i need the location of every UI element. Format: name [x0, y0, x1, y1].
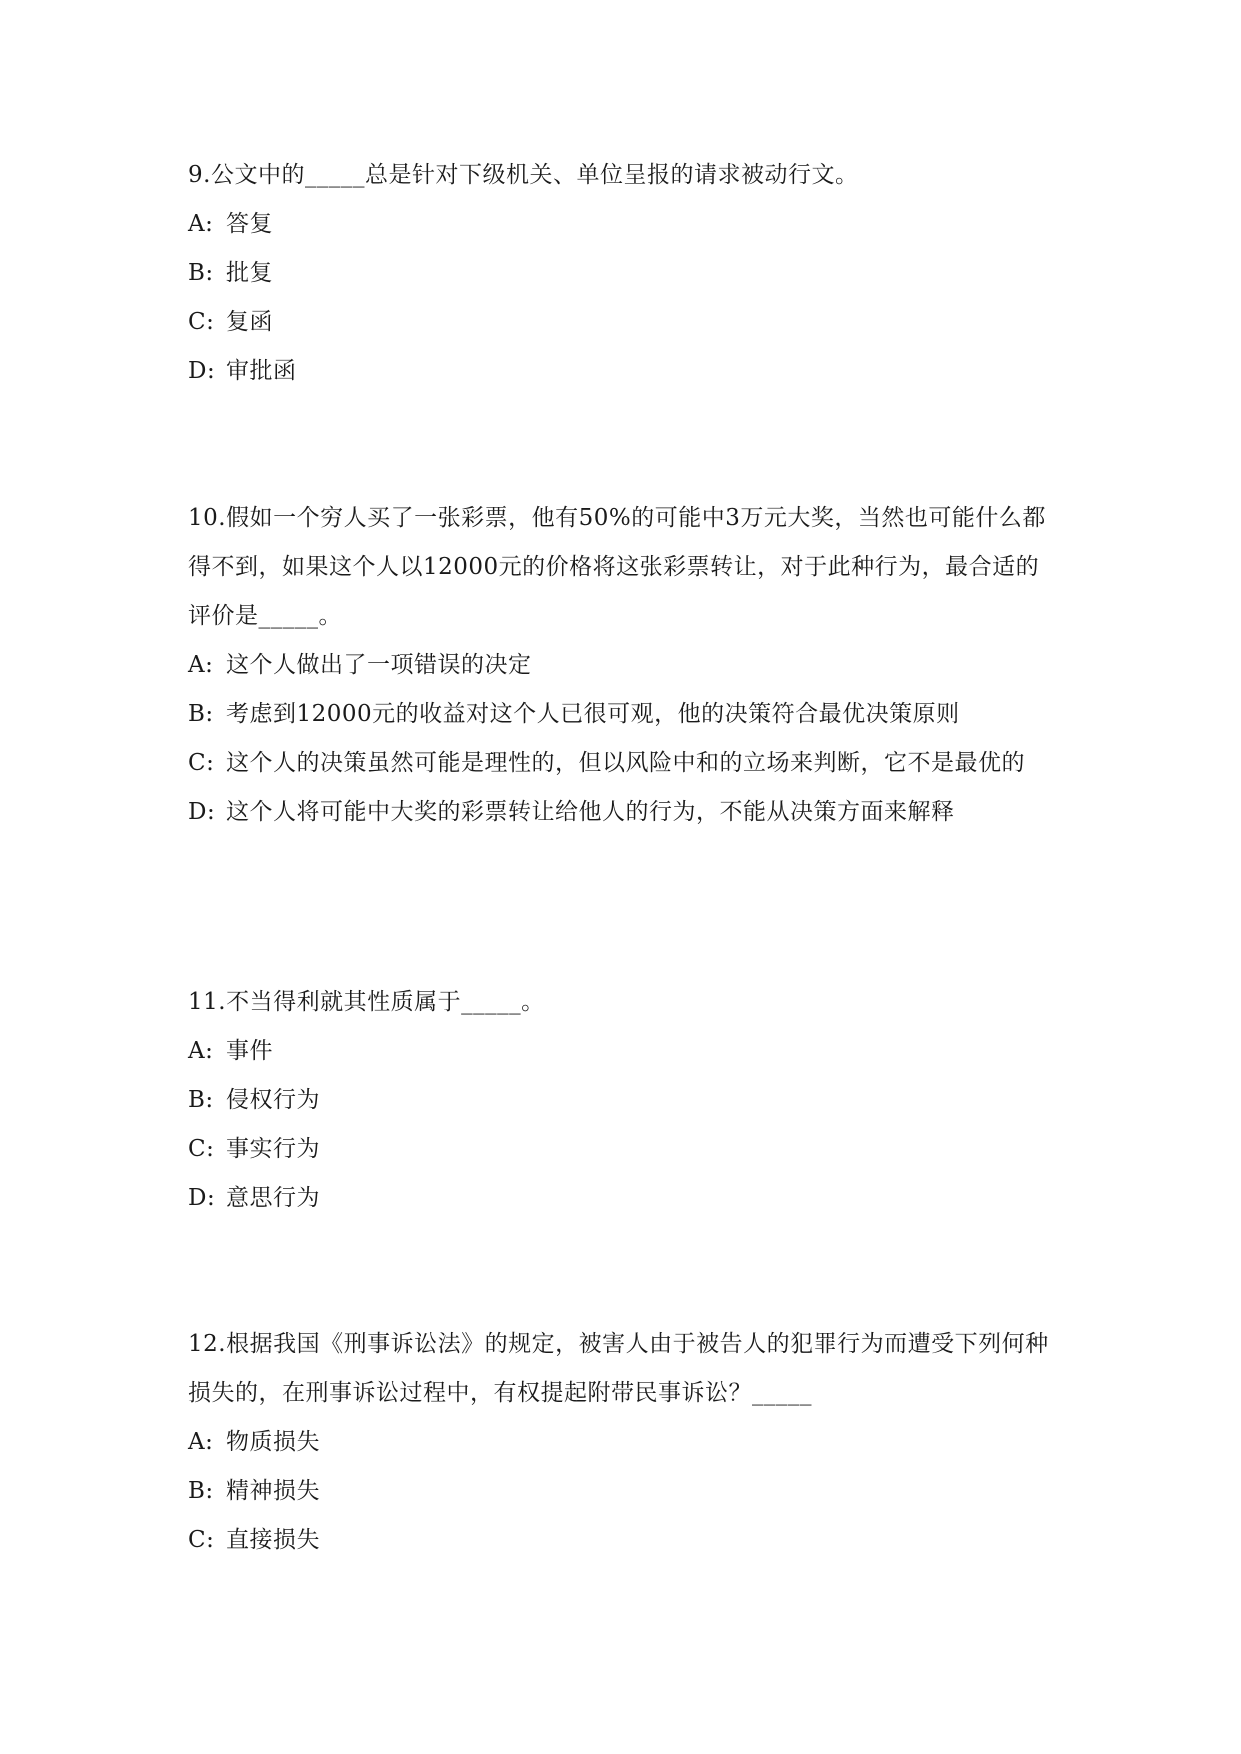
- option-letter: B:: [188, 701, 214, 727]
- option-text: 这个人的决策虽然可能是理性的，但以风险中和的立场来判断，它不是最优的: [226, 750, 1025, 776]
- option-text: 批复: [226, 260, 273, 286]
- option-text: 这个人做出了一项错误的决定: [226, 652, 532, 678]
- option-d: [188, 347, 1058, 396]
- option-text: 答复: [226, 211, 273, 237]
- option-letter: A:: [188, 1038, 214, 1064]
- question-10: [188, 494, 1058, 837]
- option-letter: B:: [188, 1478, 214, 1504]
- question-stem: 12.根据我国《刑事诉讼法》的规定，被害人由于被告人的犯罪行为而遭受下列何种损失的，在刑事诉讼过程中，有权提起附带民事诉讼？_____: [188, 1331, 1049, 1406]
- option-letter: C:: [188, 1527, 215, 1553]
- option-c: [188, 1516, 1058, 1565]
- option-a: [188, 200, 1058, 249]
- option-text: 直接损失: [226, 1527, 320, 1553]
- option-text: 这个人将可能中大奖的彩票转让给他人的行为，不能从决策方面来解释: [226, 799, 955, 825]
- option-letter: C:: [188, 1136, 215, 1162]
- option-text: 物质损失: [226, 1429, 320, 1455]
- option-d: [188, 1174, 1058, 1223]
- question-12: [188, 1320, 1058, 1565]
- option-c: [188, 298, 1058, 347]
- option-letter: B:: [188, 1087, 214, 1113]
- option-letter: C:: [188, 750, 215, 776]
- question-11: [188, 978, 1058, 1223]
- option-letter: A:: [188, 211, 214, 237]
- option-text: 事实行为: [226, 1136, 320, 1162]
- option-b: [188, 1076, 1058, 1125]
- option-d: [188, 788, 1058, 837]
- option-text: 精神损失: [226, 1478, 320, 1504]
- option-text: 审批函: [226, 358, 297, 384]
- option-letter: A:: [188, 1429, 214, 1455]
- option-letter: D:: [188, 358, 216, 384]
- option-b: [188, 1467, 1058, 1516]
- option-letter: D:: [188, 799, 216, 825]
- option-a: [188, 1027, 1058, 1076]
- option-text: 复函: [226, 309, 273, 335]
- option-letter: C:: [188, 309, 215, 335]
- option-b: [188, 690, 1058, 739]
- question-9: [188, 151, 1058, 396]
- option-text: 意思行为: [226, 1185, 320, 1211]
- option-c: [188, 739, 1058, 788]
- option-letter: D:: [188, 1185, 216, 1211]
- option-c: [188, 1125, 1058, 1174]
- option-text: 事件: [226, 1038, 273, 1064]
- question-stem: 9.公文中的_____总是针对下级机关、单位呈报的请求被动行文。: [188, 162, 859, 188]
- option-text: 侵权行为: [226, 1087, 320, 1113]
- question-stem: 10.假如一个穷人买了一张彩票，他有50%的可能中3万元大奖，当然也可能什么都得不到，如果这个人以12000元的价格将这张彩票转让，对于此种行为，最合适的评价是_____。: [188, 505, 1046, 629]
- option-text: 考虑到12000元的收益对这个人已很可观，他的决策符合最优决策原则: [226, 701, 960, 727]
- option-a: [188, 641, 1058, 690]
- question-stem: 11.不当得利就其性质属于_____。: [188, 989, 545, 1015]
- option-a: [188, 1418, 1058, 1467]
- option-letter: A:: [188, 652, 214, 678]
- option-b: [188, 249, 1058, 298]
- option-letter: B:: [188, 260, 214, 286]
